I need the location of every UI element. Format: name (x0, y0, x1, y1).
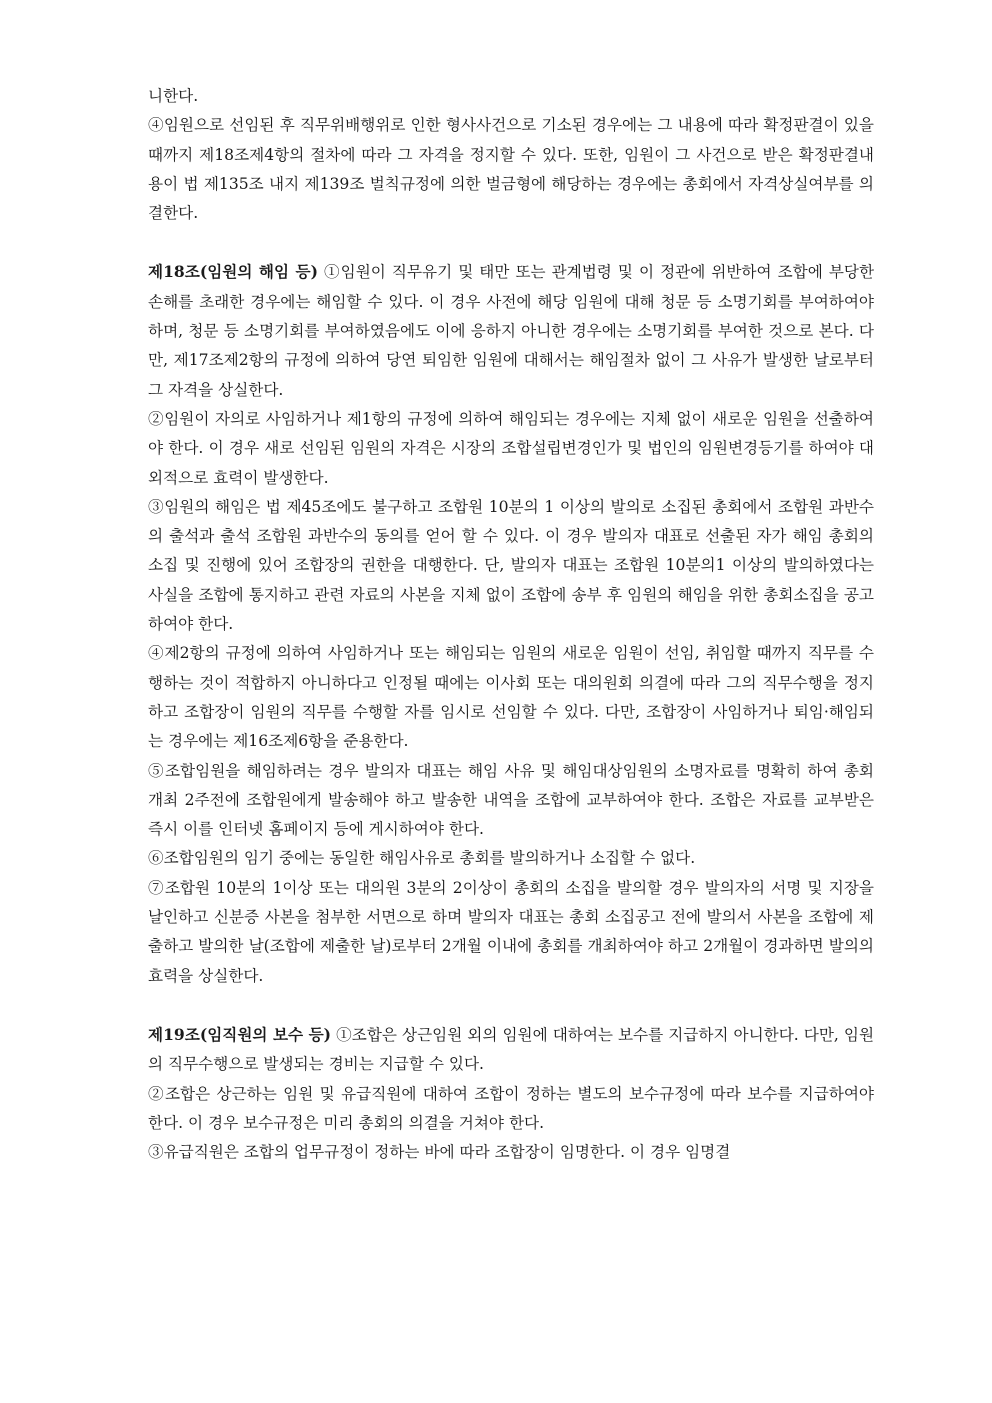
article18-paragraph2: ②임원이 자의로 사임하거나 제1항의 규정에 의하여 해임되는 경우에는 지체 없이 새로운 임원을 선출하여야 한다. 이 경우 새로 선임된 임원의 자격은 시장의 조합설립변경인가 및 법인의 임원변경등기를 하여야 대외적으로 효력이 발생한다. (148, 409, 874, 487)
article19-paragraph3: ③유급직원은 조합의 업무규정이 정하는 바에 따라 조합장이 임명한다. 이 경우 임명결 (148, 1143, 731, 1162)
article18-paragraph1 (148, 257, 874, 404)
article18-paragraph4: ④제2항의 규정에 의하여 사임하거나 또는 해임되는 임원의 새로운 임원이 선임, 취임할 때까지 직무를 수행하는 것이 적합하지 아니하다고 인정될 때에는 이사회 또는 대의원회 의결에 따라 그의 직무수행을 정지하고 조합장이 임원의 직무를 수행할 자를 임시로 선임할 수 있다. 다만, 조합장이 사임하거나 퇴임·해임되는 경우에는 제16조제6항을 준용한다. (148, 644, 874, 751)
document-page (148, 82, 874, 1167)
article17-paragraph3-end: 니한다. (148, 87, 199, 105)
article18-heading: 제18조(임원의 해임 등) (148, 262, 318, 282)
article17-paragraph4: ④임원으로 선임된 후 직무위배행위로 인한 형사사건으로 기소된 경우에는 그 내용에 따라 확정판결이 있을 때까지 제18조제4항의 절차에 따라 그 자격을 정지할 수 있다. 또한, 임원이 그 사건으로 받은 확정판결내용이 법 제135조 내지 제139조 벌칙규정에 의한 벌금형에 해당하는 경우에는 총회에서 자격상실여부를 의결한다. (148, 116, 874, 223)
article19-p1-text: ①조합은 상근임원 외의 임원에 대하여는 보수를 지급하지 아니한다. 다만, 임원의 직무수행으로 발생되는 경비는 지급할 수 있다. (148, 1025, 875, 1074)
article19-heading: 제19조(임직원의 보수 등) (148, 1024, 332, 1044)
article18-paragraph3: ③임원의 해임은 법 제45조에도 불구하고 조합원 10분의 1 이상의 발의로 소집된 총회에서 조합원 과반수의 출석과 출석 조합원 과반수의 동의를 얻어 할 수 있다. 이 경우 발의자 대표로 선출된 자가 해임 총회의 소집 및 진행에 있어 조합장의 권한을 대행한다. 단, 발의자 대표는 조합원 10분의1 이상의 발의하였다는 사실을 조합에 통지하고 관련 자료의 사본을 지체 없이 조합에 송부 후 임원의 해임을 위한 총회소집을 공고하여야 한다. (148, 497, 874, 634)
article18-paragraph7: ⑦조합원 10분의 1이상 또는 대의원 3분의 2이상이 총회의 소집을 발의할 경우 발의자의 서명 및 지장을 날인하고 신분증 사본을 첨부한 서면으로 하며 발의자 대표는 총회 소집공고 전에 발의서 사본을 조합에 제출하고 발의한 날(조합에 제출한 날)로부터 2개월 이내에 총회를 개최하여야 하고 2개월이 경과하면 발의의 효력을 상실한다. (148, 878, 874, 985)
section-gap (148, 991, 874, 1020)
section-gap (148, 228, 874, 257)
article19-paragraph1 (148, 1020, 874, 1080)
article19-paragraph2: ②조합은 상근하는 임원 및 유급직원에 대하여 조합이 정하는 별도의 보수규정에 따라 보수를 지급하여야 한다. 이 경우 보수규정은 미리 총회의 의결을 거쳐야 한다. (148, 1084, 874, 1132)
article18-p1-text: ①임원이 직무유기 및 태만 또는 관계법령 및 이 정관에 위반하여 조합에 부당한 손해를 초래한 경우에는 해임할 수 있다. 이 경우 사전에 해당 임원에 대해 청문 등 소명기회를 부여하여야 하며, 청문 등 소명기회를 부여하였음에도 이에 응하지 아니한 경우에는 소명기회를 부여한 것으로 본다. 다만, 제17조제2항의 규정에 의하여 당연 퇴임한 임원에 대해서는 해임절차 없이 그 사유가 발생한 날로부터 그 자격을 상실한다. (148, 263, 875, 399)
article18-paragraph6: ⑥조합임원의 임기 중에는 동일한 해임사유로 총회를 발의하거나 소집할 수 없다. (148, 849, 696, 868)
article18-paragraph5: ⑤조합임원을 해임하려는 경우 발의자 대표는 해임 사유 및 해임대상임원의 소명자료를 명확히 하여 총회 개최 2주전에 조합원에게 발송해야 하고 발송한 내역을 조합에 교부하여야 한다. 조합은 자료를 교부받은 즉시 이를 인터넷 홈페이지 등에 게시하여야 한다. (148, 761, 874, 839)
